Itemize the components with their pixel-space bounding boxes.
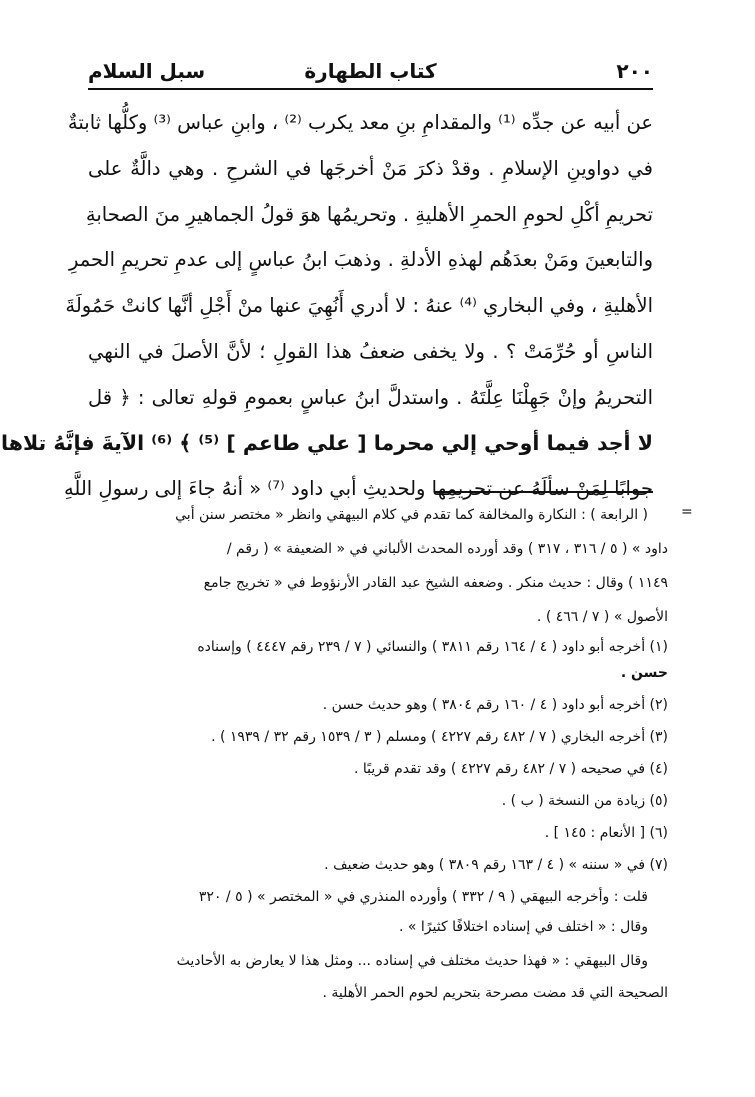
page-header [88, 56, 653, 86]
text-line: عن أبيه عن جدِّه ⁽¹⁾ والمقدامِ بنِ معد يكرب ⁽²⁾ ، وابنِ عباس ⁽³⁾ وكلُّها ثابتةٌ [67, 111, 653, 134]
footnote-line: الأصول » ( ٧ / ٤٦٦ ) . [536, 609, 668, 625]
footnote-4: (٤) في صحيحه ( ٧ / ٤٨٢ رقم ٤٢٢٧ ) وقد تقدم قريبًا . [353, 761, 668, 777]
footnote-6: (٦) [ الأنعام : ١٤٥ ] . [544, 825, 668, 841]
text-line: الأهليةِ ، وفي البخاري ⁽⁴⁾ عنهُ : لا أدري أَنُهِيَ عنها منْ أَجْلِ أنَّها كانتْ حَمُولَةَ [65, 294, 653, 318]
text-line: تحريمِ أكْلِ لحومِ الحمرِ الأهليةِ . وتحريمُها هوَ قولُ الجماهيرِ منَ الصحابةِ [85, 202, 653, 226]
header-rule [88, 88, 653, 90]
footnote-continuation-marker: = [681, 504, 693, 520]
footnote-2: (٢) أخرجه أبو داود ( ٤ / ١٦٠ رقم ٣٨٠٤ ) وهو حديث حسن . [322, 697, 668, 713]
footnote-line: حسن . [620, 665, 668, 681]
page-number: ٢٠٠ [616, 59, 653, 83]
footnote-line: وقال البيهقي : « فهذا حديث مختلف في إسناده ... ومثل هذا لا يعارض به الأحاديث [176, 953, 648, 969]
footnote-line: وقال : « اختلف في إسناده اختلافًا كثيرًا » . [399, 919, 648, 935]
main-text [1, 100, 653, 512]
text-line: التحريمُ وإنْ جَهِلْنَا عِلَّتَهُ . واستدلَّ ابنُ عباسٍ بعمومِ قولهِ تعالى : ﴿ قل [88, 385, 653, 409]
quran-verse-line: لا أجد فيما أوحي إلي محرما [ علي طاعم ] ⁽⁵⁾ ﴾ ⁽⁶⁾ الآيةَ فإنَّهُ تلاها [1, 430, 653, 455]
footnote-separator [435, 491, 653, 493]
footnote-line: الصحيحة التي قد مضت مصرحة بتحريم لحوم الحمر الأهلية . [322, 985, 668, 1001]
footnote-7: (٧) في « سننه » ( ٤ / ١٦٣ رقم ٣٨٠٩ ) وهو حديث ضعيف . [324, 857, 668, 873]
footnote-3: (٣) أخرجه البخاري ( ٧ / ٤٨٢ رقم ٤٢٢٧ ) ومسلم ( ٣ / ١٥٣٩ رقم ٣٢ / ١٩٣٩ ) . [211, 729, 668, 745]
footnote-line: قلت : وأخرجه البيهقي ( ٩ / ٣٣٢ ) وأورده المنذري في « المختصر » ( ٥ / ٣٢٠ [198, 889, 648, 905]
text-line: الناسِ أو حُرِّمَتْ ؟ . ولا يخفى ضعفُ هذا القولِ ؛ لأنَّ الأصلَ في النهي [88, 339, 653, 363]
text-line: والتابعينَ ومَنْ بعدَهُم لهذهِ الأدلةِ . وذهبَ ابنُ عباسٍ إلى عدمِ تحريمِ الحمرِ [69, 248, 653, 272]
chapter-title: كتاب الطهارة [304, 59, 437, 83]
footnote-line: ١١٤٩ ) وقال : حديث منكر . وضعفه الشيخ عبد القادر الأرنؤوط في « تخريج جامع [203, 575, 668, 591]
footnote-1: (١) أخرجه أبو داود ( ٤ / ١٦٤ رقم ٣٨١١ ) والنسائي ( ٧ / ٢٣٩ رقم ٤٤٤٧ ) وإسناده [197, 639, 668, 655]
footnote-line: داود » ( ٥ / ٣١٦ ، ٣١٧ ) وقد أورده المحدث الألباني في « الضعيفة » ( رقم / [226, 541, 668, 557]
book-title: سبل السلام [88, 59, 206, 83]
footnote-line: ( الرابعة ) : النكارة والمخالفة كما تقدم في كلام البيهقي وانظر « مختصر سنن أبي [175, 507, 648, 523]
footnote-5: (٥) زيادة من النسخة ( ب ) . [501, 793, 668, 809]
text-line: جوابًا لِمَنْ سألَهُ عن تحريمِها ولحديثِ أبي داود ⁽⁷⁾ « أنهُ جاءَ إلى رسولِ اللَّهِ [63, 477, 653, 501]
text-line: في دواوينِ الإسلامِ . وقدْ ذكرَ مَنْ أخرجَها في الشرحِ . وهي دالَّةٌ على [88, 156, 653, 180]
